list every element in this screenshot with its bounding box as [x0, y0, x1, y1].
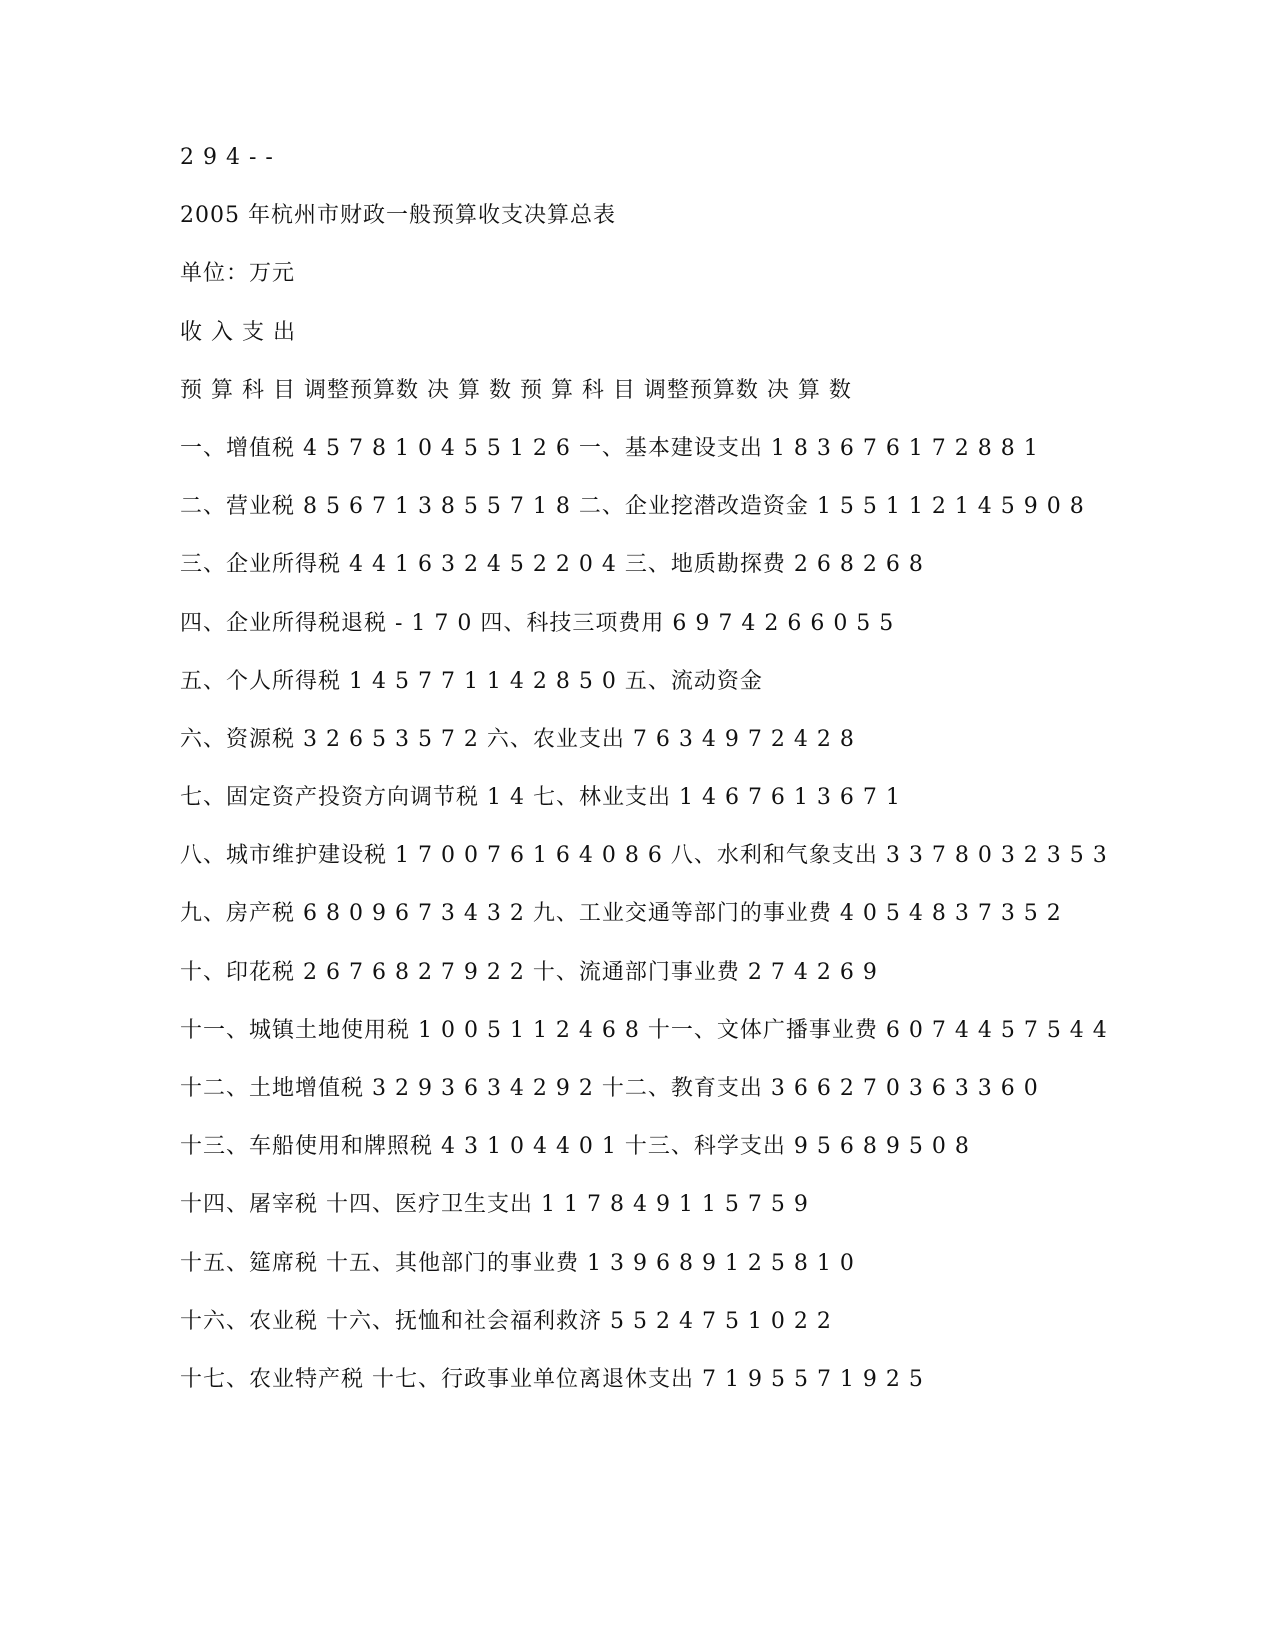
- page-marker: 2 9 4 - -: [180, 145, 274, 170]
- table-row: 七、固定资产投资方向调节税 1 4 七、林业支出 1 4 6 7 6 1 3 6 7 1: [180, 785, 901, 811]
- section-header: 收 入 支 出: [180, 319, 296, 345]
- table-row: 十六、农业税 十六、抚恤和社会福利救济 5 5 2 4 7 5 1 0 2 2: [180, 1308, 832, 1334]
- table-row: 十三、车船使用和牌照税 4 3 1 0 4 4 0 1 十三、科学支出 9 5 6 8 9 5 0 8: [180, 1134, 970, 1160]
- table-row: 一、增值税 4 5 7 8 1 0 4 5 5 1 2 6 一、基本建设支出 1 8 3 6 7 6 1 7 2 8 8 1: [180, 435, 1039, 461]
- table-row: 八、城市维护建设税 1 7 0 0 7 6 1 6 4 0 8 6 八、水利和气象支出 3 3 7 8 0 3 2 3 5 3: [180, 843, 1108, 869]
- table-row: 六、资源税 3 2 6 5 3 5 7 2 六、农业支出 7 6 3 4 9 7 2 4 2 8: [180, 726, 855, 752]
- table-row: 二、营业税 8 5 6 7 1 3 8 5 5 7 1 8 二、企业挖潜改造资金 1 5 5 1 1 2 1 4 5 9 0 8: [180, 494, 1085, 520]
- table-row: 十二、土地增值税 3 2 9 3 6 3 4 2 9 2 十二、教育支出 3 6 6 2 7 0 3 6 3 3 6 0: [180, 1076, 1039, 1101]
- table-row: 四、企业所得税退税 - 1 7 0 四、科技三项费用 6 9 7 4 2 6 6 0 5 5: [180, 610, 895, 636]
- unit-label: 单位：万元: [180, 261, 296, 287]
- table-row: 十、印花税 2 6 7 6 8 2 7 9 2 2 十、流通部门事业费 2 7 4 2 6 9: [180, 959, 878, 985]
- table-row: 三、企业所得税 4 4 1 6 3 2 4 5 2 2 0 4 三、地质勘探费 2 6 8 2 6 8: [180, 552, 924, 578]
- document-title: 2005 年杭州市财政一般预算收支决算总表: [180, 203, 616, 229]
- table-row: 十一、城镇土地使用税 1 0 0 5 1 1 2 4 6 8 十一、文体广播事业费 6 0 7 4 4 5 7 5 4 4: [180, 1017, 1108, 1043]
- table-row: 十四、屠宰税 十四、医疗卫生支出 1 1 7 8 4 9 1 1 5 7 5 9: [180, 1192, 809, 1218]
- column-header: 预 算 科 目 调整预算数 决 算 数 预 算 科 目 调整预算数 决 算 数: [180, 377, 852, 403]
- table-row: 十五、筵席税 十五、其他部门的事业费 1 3 9 6 8 9 1 2 5 8 1 0: [180, 1250, 855, 1276]
- table-row: 十七、农业特产税 十七、行政事业单位离退休支出 7 1 9 5 5 7 1 9 2 5: [180, 1366, 924, 1392]
- table-row: 九、房产税 6 8 0 9 6 7 3 4 3 2 九、工业交通等部门的事业费 4 0 5 4 8 3 7 3 5 2: [180, 901, 1062, 927]
- table-row: 五、个人所得税 1 4 5 7 7 1 1 4 2 8 5 0 五、流动资金: [180, 668, 763, 694]
- document-body: [180, 138, 1240, 1418]
